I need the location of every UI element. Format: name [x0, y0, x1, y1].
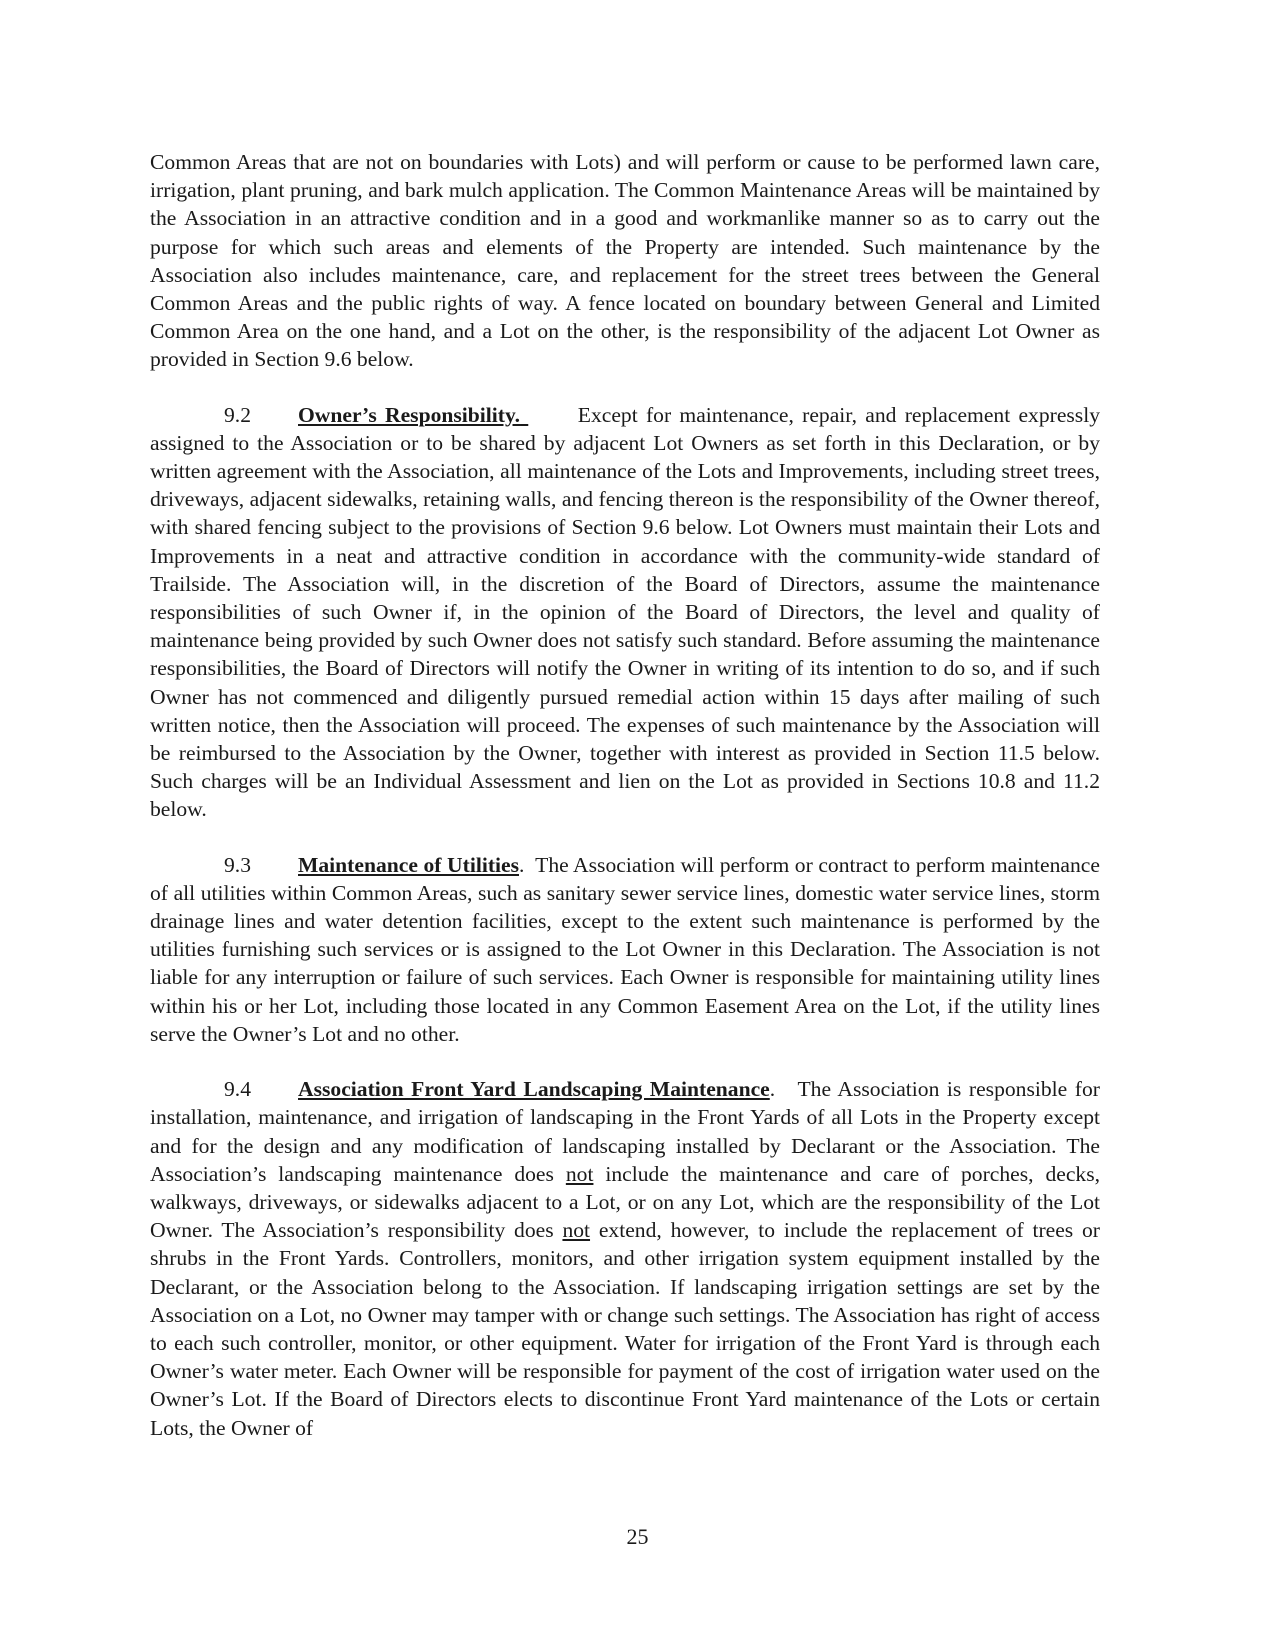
paragraph-gap [150, 1048, 1100, 1075]
heading-period: . [769, 1077, 776, 1102]
section-number: 9.3 [224, 852, 251, 877]
section-number: 9.4 [224, 1077, 251, 1102]
section-text-part-1: The Association is responsible for installation, maintenance, and irrigation of landscaping in the Front Yards of all Lots in the Property except and for the design and any modification of landscaping installed by Declarant or the Association. The Association’s landscaping maintenance does [150, 1077, 1100, 1186]
paragraph-gap [150, 824, 1100, 851]
emphasis-not-1: not [565, 1161, 594, 1186]
paragraph-continued: Common Areas that are not on boundaries with Lots) and will perform or cause to be performed lawn care, irrigation, plant pruning, and bark mulch application. The Common Maintenance Areas will be maintained by the Association in an attractive condition and in a good and workmanlike manner so as to carry out the purpose for which such areas and elements of the Property are intended. Such maintenance by the Association also includes maintenance, care, and replacement for the street trees between the General Common Areas and the public rights of way. A fence located on boundary between General and Limited Common Area on the one hand, and a Lot on the other, is the responsibility of the adjacent Lot Owner as provided in Section 9.6 below. [150, 150, 1100, 372]
section-text-part-3: extend, however, to include the replacement of trees or shrubs in the Front Yards. Controllers, monitors, and other irrigation system equipment installed by the Declarant, or the Association belong to the Association. If landscaping irrigation settings are set by the Association on a Lot, no Owner may tamper with or change such settings. The Association has right of access to each such controller, monitor, or other equipment. Water for irrigation of the Front Yard is through each Owner’s water meter. Each Owner will be responsible for payment of the cost of irrigation water used on the Owner’s Lot. If the Board of Directors elects to discontinue Front Yard maintenance of the Lots or certain Lots, the Owner of [150, 1218, 1100, 1440]
section-heading: Maintenance of Utilities [298, 852, 519, 877]
section-text-part-2: include the maintenance and care of porches, decks, walkways, driveways, or sidewalks adjacent to a Lot, or on any Lot, which are the responsibility of the Lot Owner. The Association’s responsibility does [150, 1161, 1101, 1243]
heading-underline-trail [520, 403, 528, 427]
heading-period: . [519, 852, 525, 877]
section-text: Except for maintenance, repair, and replacement expressly assigned to the Association or to be shared by adjacent Lot Owners as set forth in this Declaration, or by written agreement with the Association, all maintenance of the Lots and Improvements, including street trees, driveways, adjacent sidewalks, retaining walls, and fencing thereon is the responsibility of the Owner thereof, with shared fencing subject to the provisions of Section 9.6 below. Lot Owners must maintain their Lots and Improvements in a neat and attractive condition in accordance with the community-wide standard of Trailside. The Association will, in the discretion of the Board of Directors, assume the maintenance responsibilities of such Owner if, in the opinion of the Board of Directors, the level and quality of maintenance being provided by such Owner does not satisfy such standard. Before assuming the maintenance responsibilities, the Board of Directors will notify the Owner in writing of its intention to do so, and if such Owner has not commenced and diligently pursued remedial action within 15 days after mailing of such written notice, then the Association will proceed. The expenses of such maintenance by the Association will be reimbursed to the Association by the Owner, together with interest as provided in Section 11.5 below. Such charges will be an Individual Assessment and lien on the Lot as provided in Sections 10.8 and 11.2 below. [150, 402, 1101, 822]
section-heading: Owner’s Responsibility. [298, 402, 521, 427]
section-heading: Association Front Yard Landscaping Maintenance [298, 1077, 770, 1102]
section-9-3 [150, 851, 1100, 1048]
emphasis-not-2: not [562, 1218, 591, 1243]
page-number: 25 [626, 1524, 649, 1549]
section-text: The Association will perform or contract to perform maintenance of all utilities within Common Areas, such as sanitary sewer service lines, domestic water service lines, storm drainage lines and water detention facilities, except to the extent such maintenance is performed by the utilities furnishing such services or is assigned to the Lot Owner in this Declaration. The Association is not liable for any interruption or failure of such services. Each Owner is responsible for maintaining utility lines within his or her Lot, including those located in any Common Easement Area on the Lot, if the utility lines serve the Owner’s Lot and no other. [150, 852, 1100, 1046]
paragraph-gap [150, 374, 1100, 401]
section-9-4 [150, 1075, 1100, 1442]
document-body [150, 148, 1100, 1442]
section-9-2 [150, 401, 1100, 824]
section-number: 9.2 [224, 402, 251, 427]
